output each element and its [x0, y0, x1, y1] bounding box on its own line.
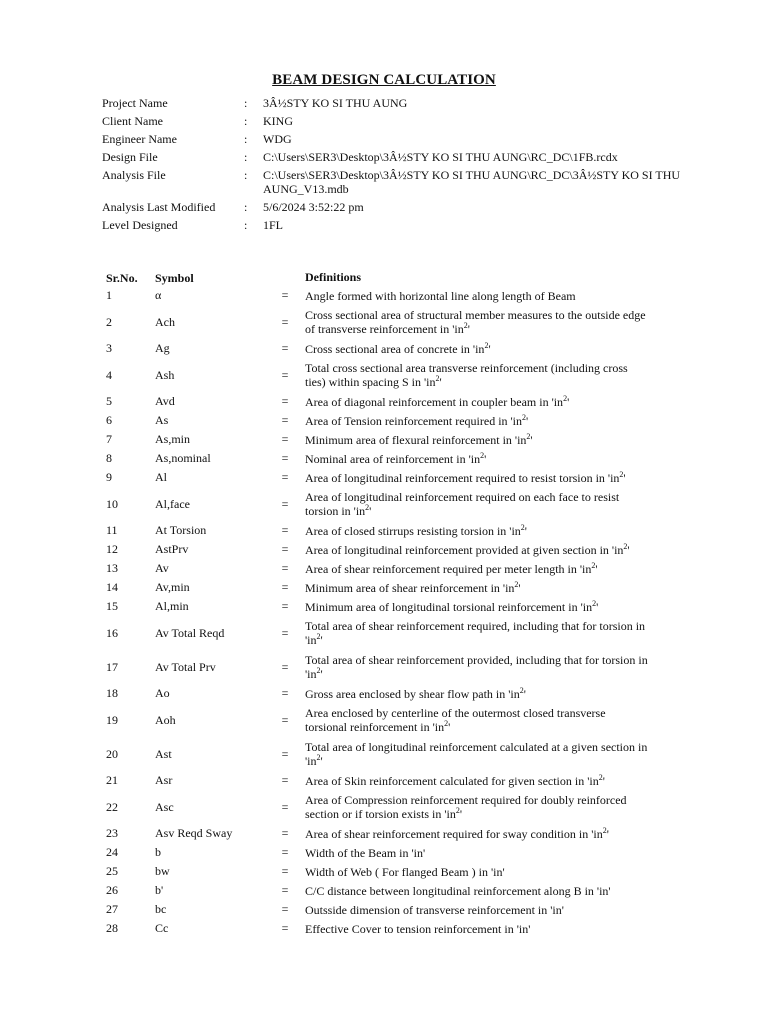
equals-sign: = — [281, 686, 289, 700]
definition-main: Angle formed with horizontal line along length of Beam — [305, 288, 576, 303]
definition-text — [305, 433, 650, 447]
definition-text — [305, 308, 650, 336]
superscript: 2 — [519, 685, 524, 695]
equals-sign: = — [281, 561, 289, 575]
superscript: 2 — [463, 321, 468, 330]
definition-tail: ' — [484, 451, 487, 466]
equals-sign: = — [281, 659, 289, 674]
definition-tail: ' — [488, 341, 491, 356]
definition-tail: ' — [530, 432, 533, 447]
definition-text — [305, 706, 650, 734]
definition-text — [305, 342, 650, 356]
superscript: 2 — [522, 412, 527, 422]
definition-main: Area of longitudinal reinforcement required to resist torsion in 'in — [305, 470, 620, 485]
definition-text — [305, 562, 650, 576]
equals-sign: = — [281, 712, 289, 727]
definition-text — [305, 827, 650, 841]
definition-number: 17 — [106, 659, 118, 674]
info-row-engineer-name — [102, 132, 702, 146]
equals-sign: = — [281, 470, 289, 484]
definition-number: 8 — [106, 451, 112, 465]
definition-row — [100, 559, 660, 578]
equals-sign: = — [281, 314, 289, 329]
equals-sign: = — [281, 288, 289, 302]
superscript: 2 — [365, 503, 370, 512]
equals-sign: = — [281, 921, 289, 935]
superscript: 2 — [592, 598, 597, 608]
equals-sign: = — [281, 496, 289, 511]
definition-text — [305, 687, 650, 701]
superscript: 2 — [316, 753, 321, 762]
superscript: 2 — [623, 541, 628, 551]
definition-symbol: Ao — [155, 686, 170, 700]
equals-sign: = — [281, 883, 289, 897]
superscript: 2 — [514, 579, 519, 589]
info-row-level-designed — [102, 218, 702, 232]
superscript: 2 — [455, 806, 460, 815]
definition-main: Minimum area of longitudinal torsional reinforcement in 'in — [305, 599, 593, 614]
definition-row — [100, 881, 660, 900]
definition-text — [305, 289, 650, 303]
definition-number: 20 — [106, 746, 118, 761]
definition-tail: ' — [467, 322, 470, 336]
definition-symbol: Av Total Prv — [155, 659, 216, 674]
definition-symbol: As,min — [155, 432, 191, 446]
superscript: 2 — [526, 431, 531, 441]
equals-sign: = — [281, 413, 289, 427]
definition-symbol: Asv Reqd Sway — [155, 826, 233, 840]
definition-number: 2 — [106, 314, 112, 329]
definition-main: Total area of shear reinforcement provided, including that for torsion in 'in — [305, 653, 648, 681]
definitions-header — [100, 270, 660, 286]
equals-sign: = — [281, 625, 289, 640]
definition-number: 10 — [106, 496, 118, 511]
definition-text — [305, 884, 650, 898]
definition-main: Area of Tension reinforcement required in 'in — [305, 413, 523, 428]
superscript: 2 — [563, 393, 568, 403]
definition-main: Minimum area of flexural reinforcement in 'in — [305, 432, 527, 447]
definition-tail: ' — [627, 542, 630, 557]
definition-text — [305, 524, 650, 538]
definition-main: Cross sectional area of structural member measures to the outside edge of transverse reinforcement in 'in — [305, 308, 646, 336]
superscript: 2 — [598, 772, 603, 782]
definition-symbol: Ag — [155, 341, 170, 355]
definition-row — [100, 824, 660, 843]
superscript: 2 — [591, 560, 596, 570]
info-row-client-name — [102, 114, 702, 128]
definition-row — [100, 540, 660, 559]
definition-symbol: Av,min — [155, 580, 190, 594]
definition-row — [100, 449, 660, 468]
definition-row — [100, 578, 660, 597]
definition-text — [305, 865, 650, 879]
definition-main: Area of longitudinal reinforcement required on each face to resist torsion in 'in — [305, 490, 620, 518]
definition-tail: ' — [320, 754, 323, 768]
definition-tail: ' — [448, 720, 451, 734]
equals-sign: = — [281, 523, 289, 537]
definition-main: Area of Skin reinforcement calculated for given section in 'in — [305, 773, 599, 788]
superscript: 2 — [444, 719, 449, 728]
definition-symbol: Ash — [155, 367, 175, 382]
definition-tail: ' — [518, 580, 521, 595]
definition-symbol: Al — [155, 470, 167, 484]
definition-main: Area of Compression reinforcement required for doubly reinforced section or if torsion exists in 'in — [305, 793, 627, 821]
info-colon: : — [244, 114, 248, 128]
definition-main: Effective Cover to tension reinforcement in 'in' — [305, 921, 531, 936]
info-colon: : — [244, 96, 248, 110]
info-value: 1FL — [263, 218, 284, 232]
definition-number: 14 — [106, 580, 118, 594]
definition-row — [100, 703, 660, 737]
definition-main: Minimum area of shear reinforcement in 'in — [305, 580, 515, 595]
definition-main: Total cross sectional area transverse reinforcement (including cross ties) within spacing S in 'in — [305, 361, 628, 389]
info-label: Analysis File — [102, 168, 166, 182]
definition-main: Area enclosed by centerline of the outermost closed transverse torsional reinforcement in 'in — [305, 706, 606, 734]
info-colon: : — [244, 200, 248, 214]
definition-number: 12 — [106, 542, 118, 556]
definition-symbol: AstPrv — [155, 542, 189, 556]
definition-row — [100, 919, 660, 938]
definition-text — [305, 543, 650, 557]
definition-number: 3 — [106, 341, 112, 355]
info-value: 3Â½STY KO SI THU AUNG — [263, 96, 408, 110]
header-spacer — [265, 270, 305, 286]
definition-row — [100, 487, 660, 521]
definition-text — [305, 740, 650, 768]
equals-sign: = — [281, 542, 289, 556]
definition-text — [305, 922, 650, 936]
info-value: KING — [263, 114, 293, 128]
equals-sign: = — [281, 826, 289, 840]
definition-symbol: Av — [155, 561, 169, 575]
header-sr-no: Sr.No. — [106, 271, 138, 285]
definition-tail: ' — [320, 667, 323, 681]
equals-sign: = — [281, 799, 289, 814]
definitions-body — [100, 286, 660, 938]
definition-main: Area of longitudinal reinforcement provided at given section in 'in — [305, 542, 624, 557]
definition-main: Outsside dimension of transverse reinforcement in 'in' — [305, 902, 564, 917]
superscript: 2 — [484, 340, 489, 350]
equals-sign: = — [281, 367, 289, 382]
info-label: Design File — [102, 150, 158, 164]
definition-text — [305, 619, 650, 647]
definition-row — [100, 305, 660, 339]
definition-main: Area of shear reinforcement required for sway condition in 'in — [305, 826, 603, 841]
definition-text — [305, 414, 650, 428]
definition-row — [100, 430, 660, 449]
equals-sign: = — [281, 845, 289, 859]
definition-text — [305, 846, 650, 860]
definition-row — [100, 684, 660, 703]
definition-symbol: Avd — [155, 394, 175, 408]
info-colon: : — [244, 218, 248, 232]
document-title: BEAM DESIGN CALCULATION — [272, 72, 496, 88]
info-row-analysis-last-modified — [102, 200, 702, 214]
definition-symbol: Ach — [155, 314, 175, 329]
definition-symbol: Asc — [155, 799, 174, 814]
definition-number: 11 — [106, 523, 118, 537]
definition-symbol: Asr — [155, 773, 173, 787]
definition-row — [100, 521, 660, 540]
equals-sign: = — [281, 599, 289, 613]
info-value: WDG — [263, 132, 292, 146]
definition-number: 13 — [106, 561, 118, 575]
definition-tail: ' — [459, 807, 462, 821]
definition-number: 22 — [106, 799, 118, 814]
info-label: Level Designed — [102, 218, 178, 232]
definition-main: Width of the Beam in 'in' — [305, 845, 426, 860]
definition-number: 9 — [106, 470, 112, 484]
definition-tail: ' — [524, 523, 527, 538]
definition-tail: ' — [526, 413, 529, 428]
info-label: Analysis Last Modified — [102, 200, 216, 214]
definition-number: 6 — [106, 413, 112, 427]
definition-number: 26 — [106, 883, 118, 897]
definition-row — [100, 392, 660, 411]
definition-text — [305, 490, 650, 518]
definition-tail: ' — [320, 633, 323, 647]
definition-number: 19 — [106, 712, 118, 727]
definition-text — [305, 903, 650, 917]
definition-tail: ' — [369, 504, 372, 518]
definition-tail: ' — [623, 470, 626, 485]
header-symbol: Symbol — [155, 271, 194, 285]
info-colon: : — [244, 168, 248, 182]
definition-text — [305, 452, 650, 466]
definition-text — [305, 471, 650, 485]
definition-number: 5 — [106, 394, 112, 408]
definition-tail: ' — [595, 561, 598, 576]
definition-number: 24 — [106, 845, 118, 859]
definition-number: 18 — [106, 686, 118, 700]
definition-main: Width of Web ( For flanged Beam ) in 'in' — [305, 864, 505, 879]
project-info-block — [102, 96, 702, 236]
definition-number: 25 — [106, 864, 118, 878]
definition-text — [305, 395, 650, 409]
definition-text — [305, 793, 650, 821]
definition-main: Area of closed stirrups resisting torsion in 'in — [305, 523, 521, 538]
equals-sign: = — [281, 902, 289, 916]
info-label: Engineer Name — [102, 132, 177, 146]
info-row-design-file — [102, 150, 702, 164]
definition-main: Cross sectional area of concrete in 'in — [305, 341, 485, 356]
definition-tail: ' — [439, 375, 442, 389]
info-row-analysis-file — [102, 168, 702, 196]
definition-symbol: At Torsion — [155, 523, 207, 537]
info-value: 5/6/2024 3:52:22 pm — [263, 200, 364, 214]
definitions-table — [100, 270, 660, 938]
equals-sign: = — [281, 580, 289, 594]
equals-sign: = — [281, 451, 289, 465]
equals-sign: = — [281, 746, 289, 761]
equals-sign: = — [281, 864, 289, 878]
definition-main: C/C distance between longitudinal reinforcement along B in 'in' — [305, 883, 611, 898]
definition-symbol: Av Total Reqd — [155, 625, 225, 640]
definition-symbol: b — [155, 845, 161, 859]
definition-symbol: Al,min — [155, 599, 189, 613]
definition-main: Gross area enclosed by shear flow path in 'in — [305, 686, 520, 701]
info-label: Project Name — [102, 96, 168, 110]
superscript: 2 — [520, 522, 525, 532]
definition-number: 23 — [106, 826, 118, 840]
superscript: 2 — [480, 450, 485, 460]
definition-row — [100, 843, 660, 862]
definition-number: 28 — [106, 921, 118, 935]
definition-tail: ' — [523, 686, 526, 701]
superscript: 2 — [435, 374, 440, 383]
definition-row — [100, 900, 660, 919]
info-label: Client Name — [102, 114, 163, 128]
definition-text — [305, 600, 650, 614]
definition-symbol: As — [155, 413, 169, 427]
definition-symbol: Ast — [155, 746, 172, 761]
definition-tail: ' — [606, 826, 609, 841]
equals-sign: = — [281, 341, 289, 355]
definition-tail: ' — [567, 394, 570, 409]
equals-sign: = — [281, 773, 289, 787]
equals-sign: = — [281, 394, 289, 408]
definition-number: 15 — [106, 599, 118, 613]
definition-symbol: Al,face — [155, 496, 190, 511]
definition-text — [305, 361, 650, 389]
definition-main: Area of shear reinforcement required per meter length in 'in — [305, 561, 592, 576]
header-definitions: Definitions — [305, 270, 362, 284]
definition-text — [305, 581, 650, 595]
definition-row — [100, 862, 660, 881]
definition-text — [305, 774, 650, 788]
definition-number: 27 — [106, 902, 118, 916]
definition-symbol: α — [155, 288, 162, 302]
definition-tail: ' — [602, 773, 605, 788]
definition-row — [100, 286, 660, 305]
definition-row — [100, 358, 660, 392]
definition-symbol: b' — [155, 883, 164, 897]
definition-row — [100, 771, 660, 790]
definition-tail: ' — [596, 599, 599, 614]
definition-main: Total area of shear reinforcement required, including that for torsion in 'in — [305, 619, 646, 647]
definition-row — [100, 616, 660, 650]
definition-row — [100, 468, 660, 487]
definition-row — [100, 790, 660, 824]
definition-row — [100, 597, 660, 616]
definition-row — [100, 650, 660, 684]
superscript: 2 — [316, 666, 321, 675]
definition-row — [100, 411, 660, 430]
definition-number: 4 — [106, 367, 112, 382]
definition-number: 16 — [106, 625, 118, 640]
definition-symbol: As,nominal — [155, 451, 211, 465]
definition-main: Area of diagonal reinforcement in coupler beam in 'in — [305, 394, 564, 409]
definition-symbol: Aoh — [155, 712, 176, 727]
superscript: 2 — [602, 825, 607, 835]
info-value: C:\Users\SER3\Desktop\3Â½STY KO SI THU AUNG\RC_DC\3Â½STY KO SI THU AUNG_V13.mdb — [263, 168, 681, 196]
definition-number: 21 — [106, 773, 118, 787]
superscript: 2 — [619, 469, 624, 479]
definition-symbol: Cc — [155, 921, 169, 935]
definition-text — [305, 653, 650, 681]
definition-number: 1 — [106, 288, 112, 302]
info-row-project-name — [102, 96, 702, 110]
definition-row — [100, 737, 660, 771]
definition-row — [100, 339, 660, 358]
definition-number: 7 — [106, 432, 112, 446]
definition-symbol: bw — [155, 864, 170, 878]
info-colon: : — [244, 132, 248, 146]
definition-symbol: bc — [155, 902, 167, 916]
definition-main: Total area of longitudinal reinforcement calculated at a given section in 'in — [305, 740, 648, 768]
definition-main: Nominal area of reinforcement in 'in — [305, 451, 481, 466]
info-value: C:\Users\SER3\Desktop\3Â½STY KO SI THU AUNG\RC_DC\1FB.rcdx — [263, 150, 618, 164]
info-colon: : — [244, 150, 248, 164]
equals-sign: = — [281, 432, 289, 446]
superscript: 2 — [316, 632, 321, 641]
